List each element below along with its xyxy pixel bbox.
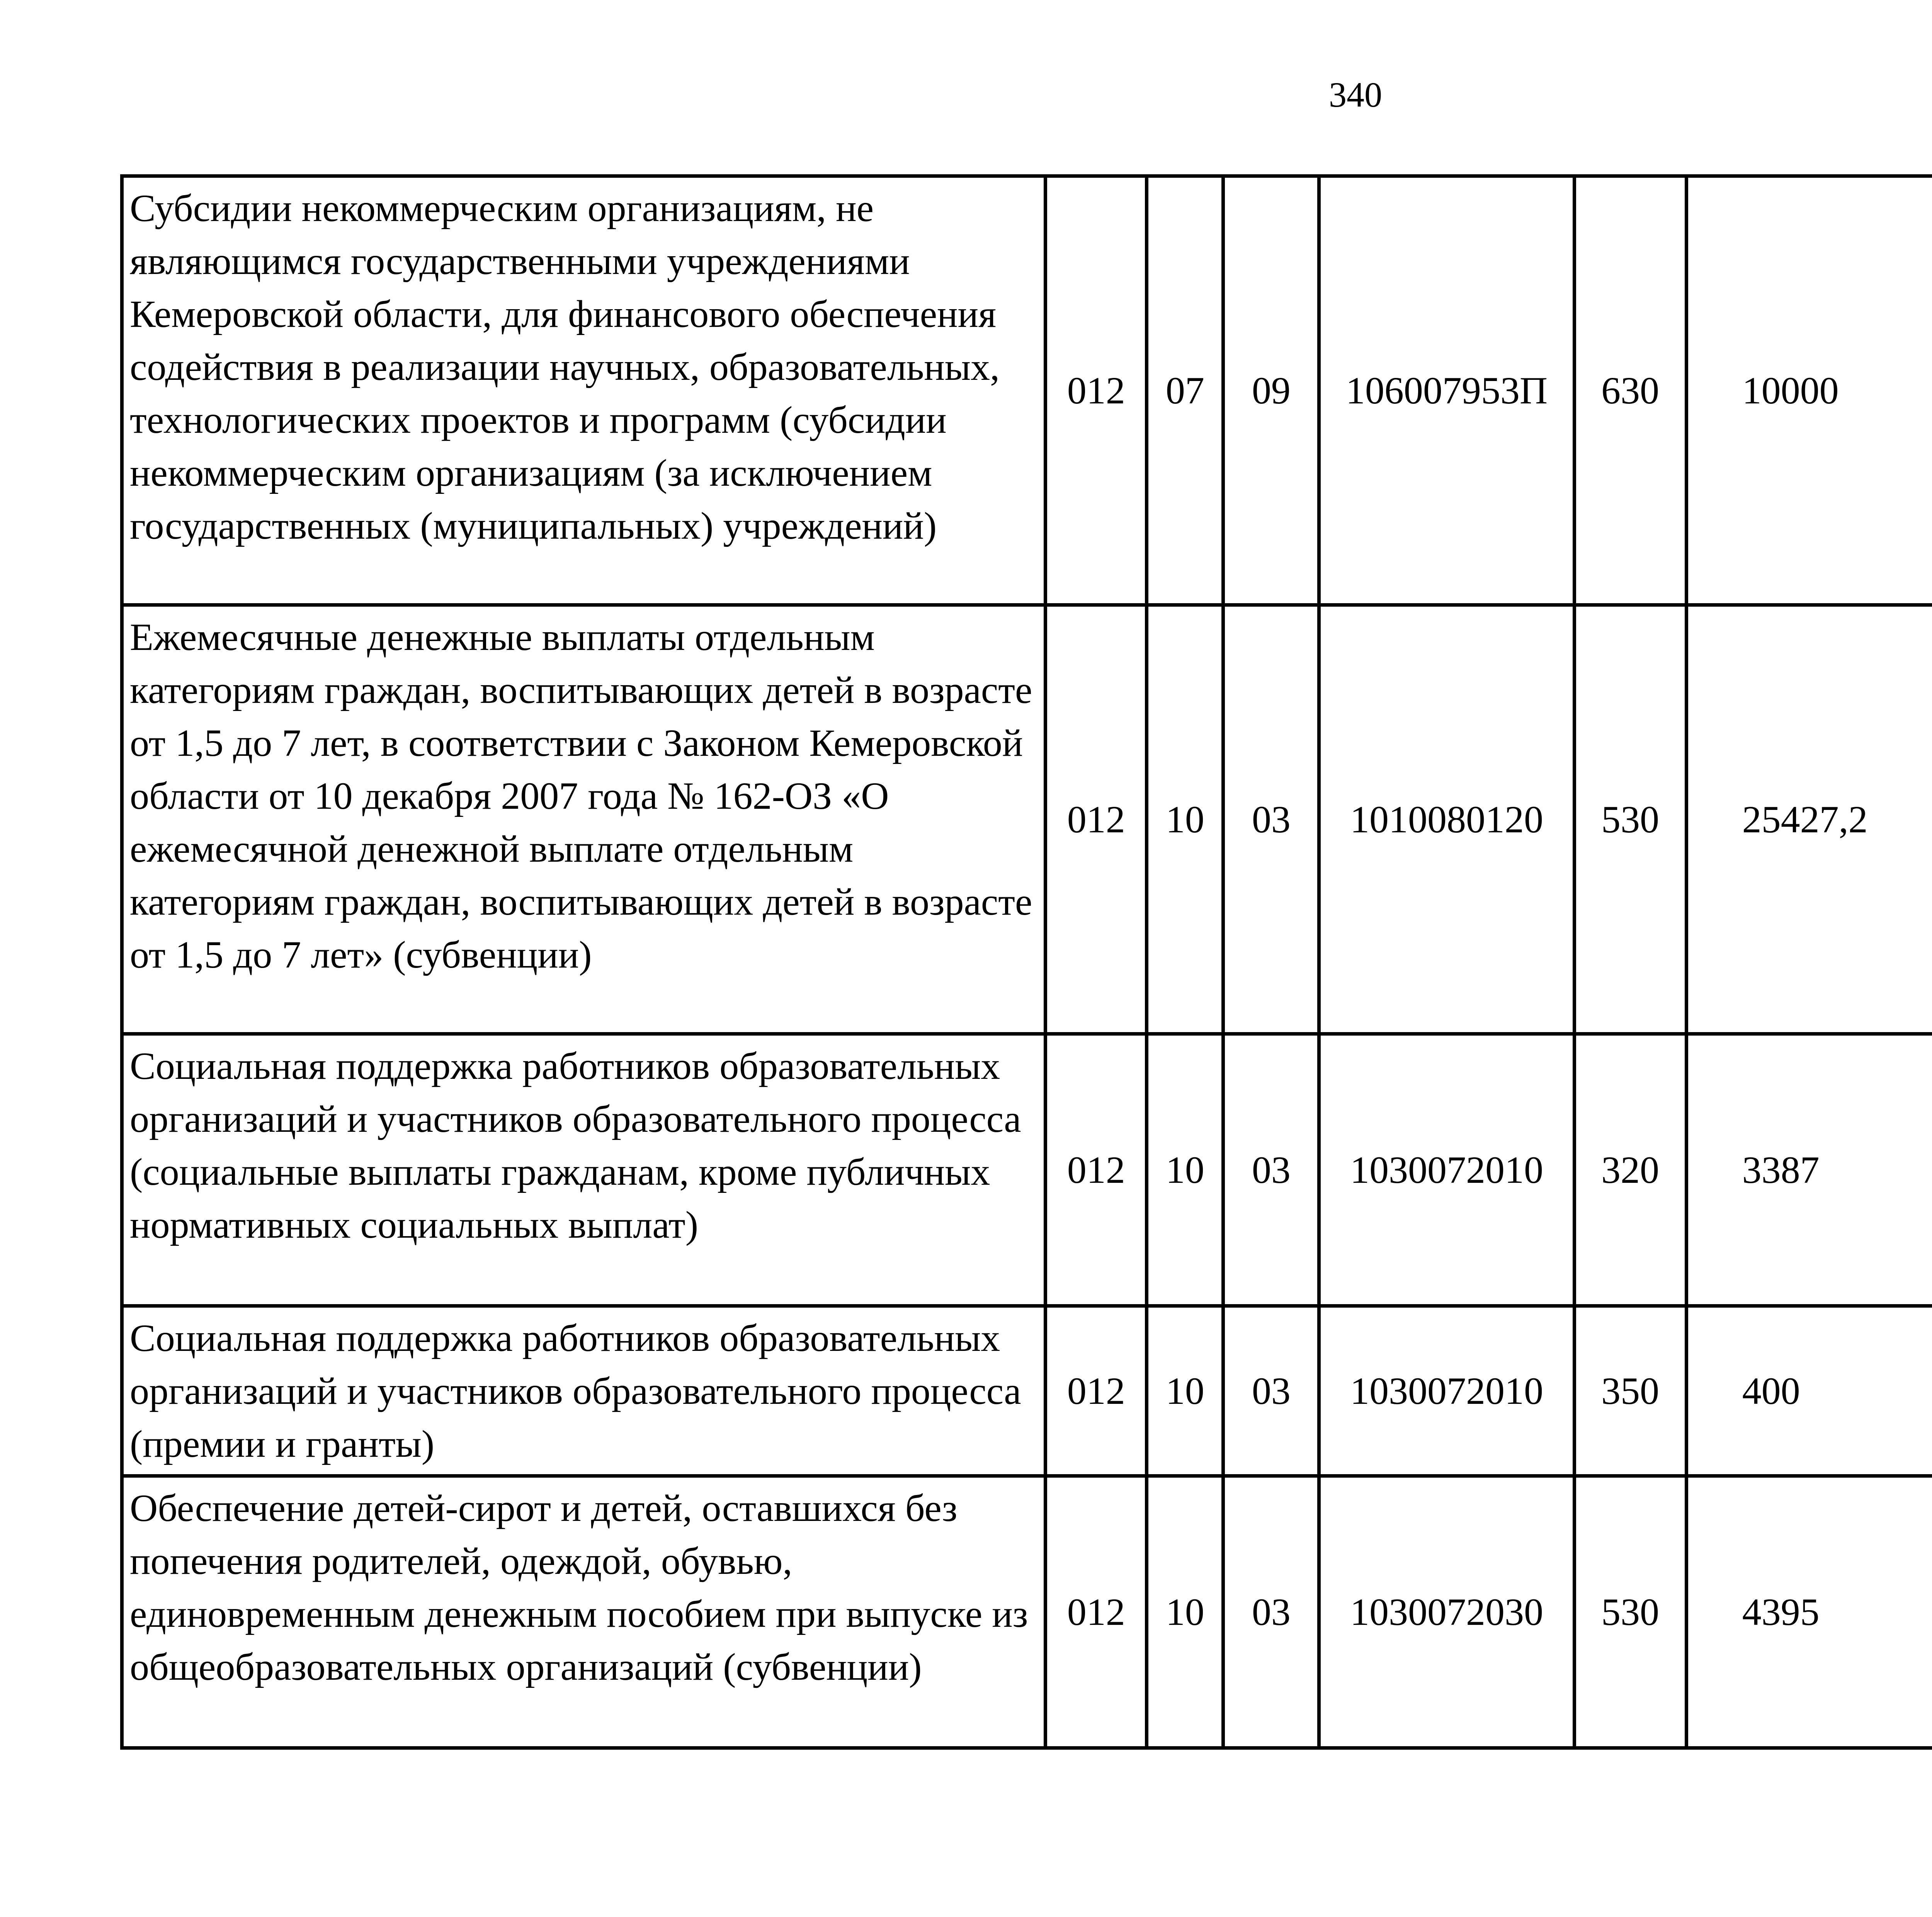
budget-table [120,174,1932,1750]
expense-type-code: 530 [1574,605,1686,1034]
ministry-code: 012 [1046,605,1147,1034]
subsection-code: 03 [1223,1306,1319,1476]
subsection-code: 03 [1223,1034,1319,1306]
ministry-code: 012 [1046,1476,1147,1748]
subsection-code: 03 [1223,605,1319,1034]
section-code: 07 [1147,176,1223,605]
page-number: 340 [1329,75,1382,114]
table-row [122,1476,1932,1748]
row-name: Обеспечение детей-сирот и детей, оставшихся без попечения родителей, одеждой, обувью, единовременным денежным пособием при выпуске из общеобразовательных организаций (субвенции) [122,1476,1046,1748]
section-code: 10 [1147,1034,1223,1306]
target-article-code: 1010080120 [1319,605,1574,1034]
table-row [122,176,1932,605]
amount-year-1: 10000 [1686,176,1932,605]
target-article-code: 106007953П [1319,176,1574,605]
table-row [122,605,1932,1034]
row-name: Ежемесячные денежные выплаты отдельным категориям граждан, воспитывающих детей в возрасте от 1,5 до 7 лет, в соответствии с Законом Кемеровской области от 10 декабря 2007 года № 162-ОЗ «О ежемесячной денежной выплате отдельным категориям граждан, воспитывающих детей в возрасте от 1,5 до 7 лет» (субвенции) [122,605,1046,1034]
row-name: Социальная поддержка работников образовательных организаций и участников образовательного процесса (премии и гранты) [122,1306,1046,1476]
ministry-code: 012 [1046,176,1147,605]
row-name: Социальная поддержка работников образовательных организаций и участников образовательного процесса (социальные выплаты гражданам, кроме публичных нормативных социальных выплат) [122,1034,1046,1306]
ministry-code: 012 [1046,1306,1147,1476]
target-article-code: 1030072030 [1319,1476,1574,1748]
amount-year-1: 25427,2 [1686,605,1932,1034]
ministry-code: 012 [1046,1034,1147,1306]
table-row [122,1034,1932,1306]
section-code: 10 [1147,1476,1223,1748]
expense-type-code: 630 [1574,176,1686,605]
amount-year-1: 3387 [1686,1034,1932,1306]
target-article-code: 1030072010 [1319,1034,1574,1306]
row-name: Субсидии некоммерческим организациям, не являющимся государственными учреждениями Кемеровской области, для финансового обеспечения содействия в реализации научных, образовательных, технологических проектов и программ (субсидии некоммерческим организациям (за исключением государственных (муниципальных) учреждений) [122,176,1046,605]
section-code: 10 [1147,605,1223,1034]
subsection-code: 09 [1223,176,1319,605]
target-article-code: 1030072010 [1319,1306,1574,1476]
expense-type-code: 350 [1574,1306,1686,1476]
table-row [122,1306,1932,1476]
amount-year-1: 400 [1686,1306,1932,1476]
expense-type-code: 320 [1574,1034,1686,1306]
expense-type-code: 530 [1574,1476,1686,1748]
section-code: 10 [1147,1306,1223,1476]
amount-year-1: 4395 [1686,1476,1932,1748]
subsection-code: 03 [1223,1476,1319,1748]
